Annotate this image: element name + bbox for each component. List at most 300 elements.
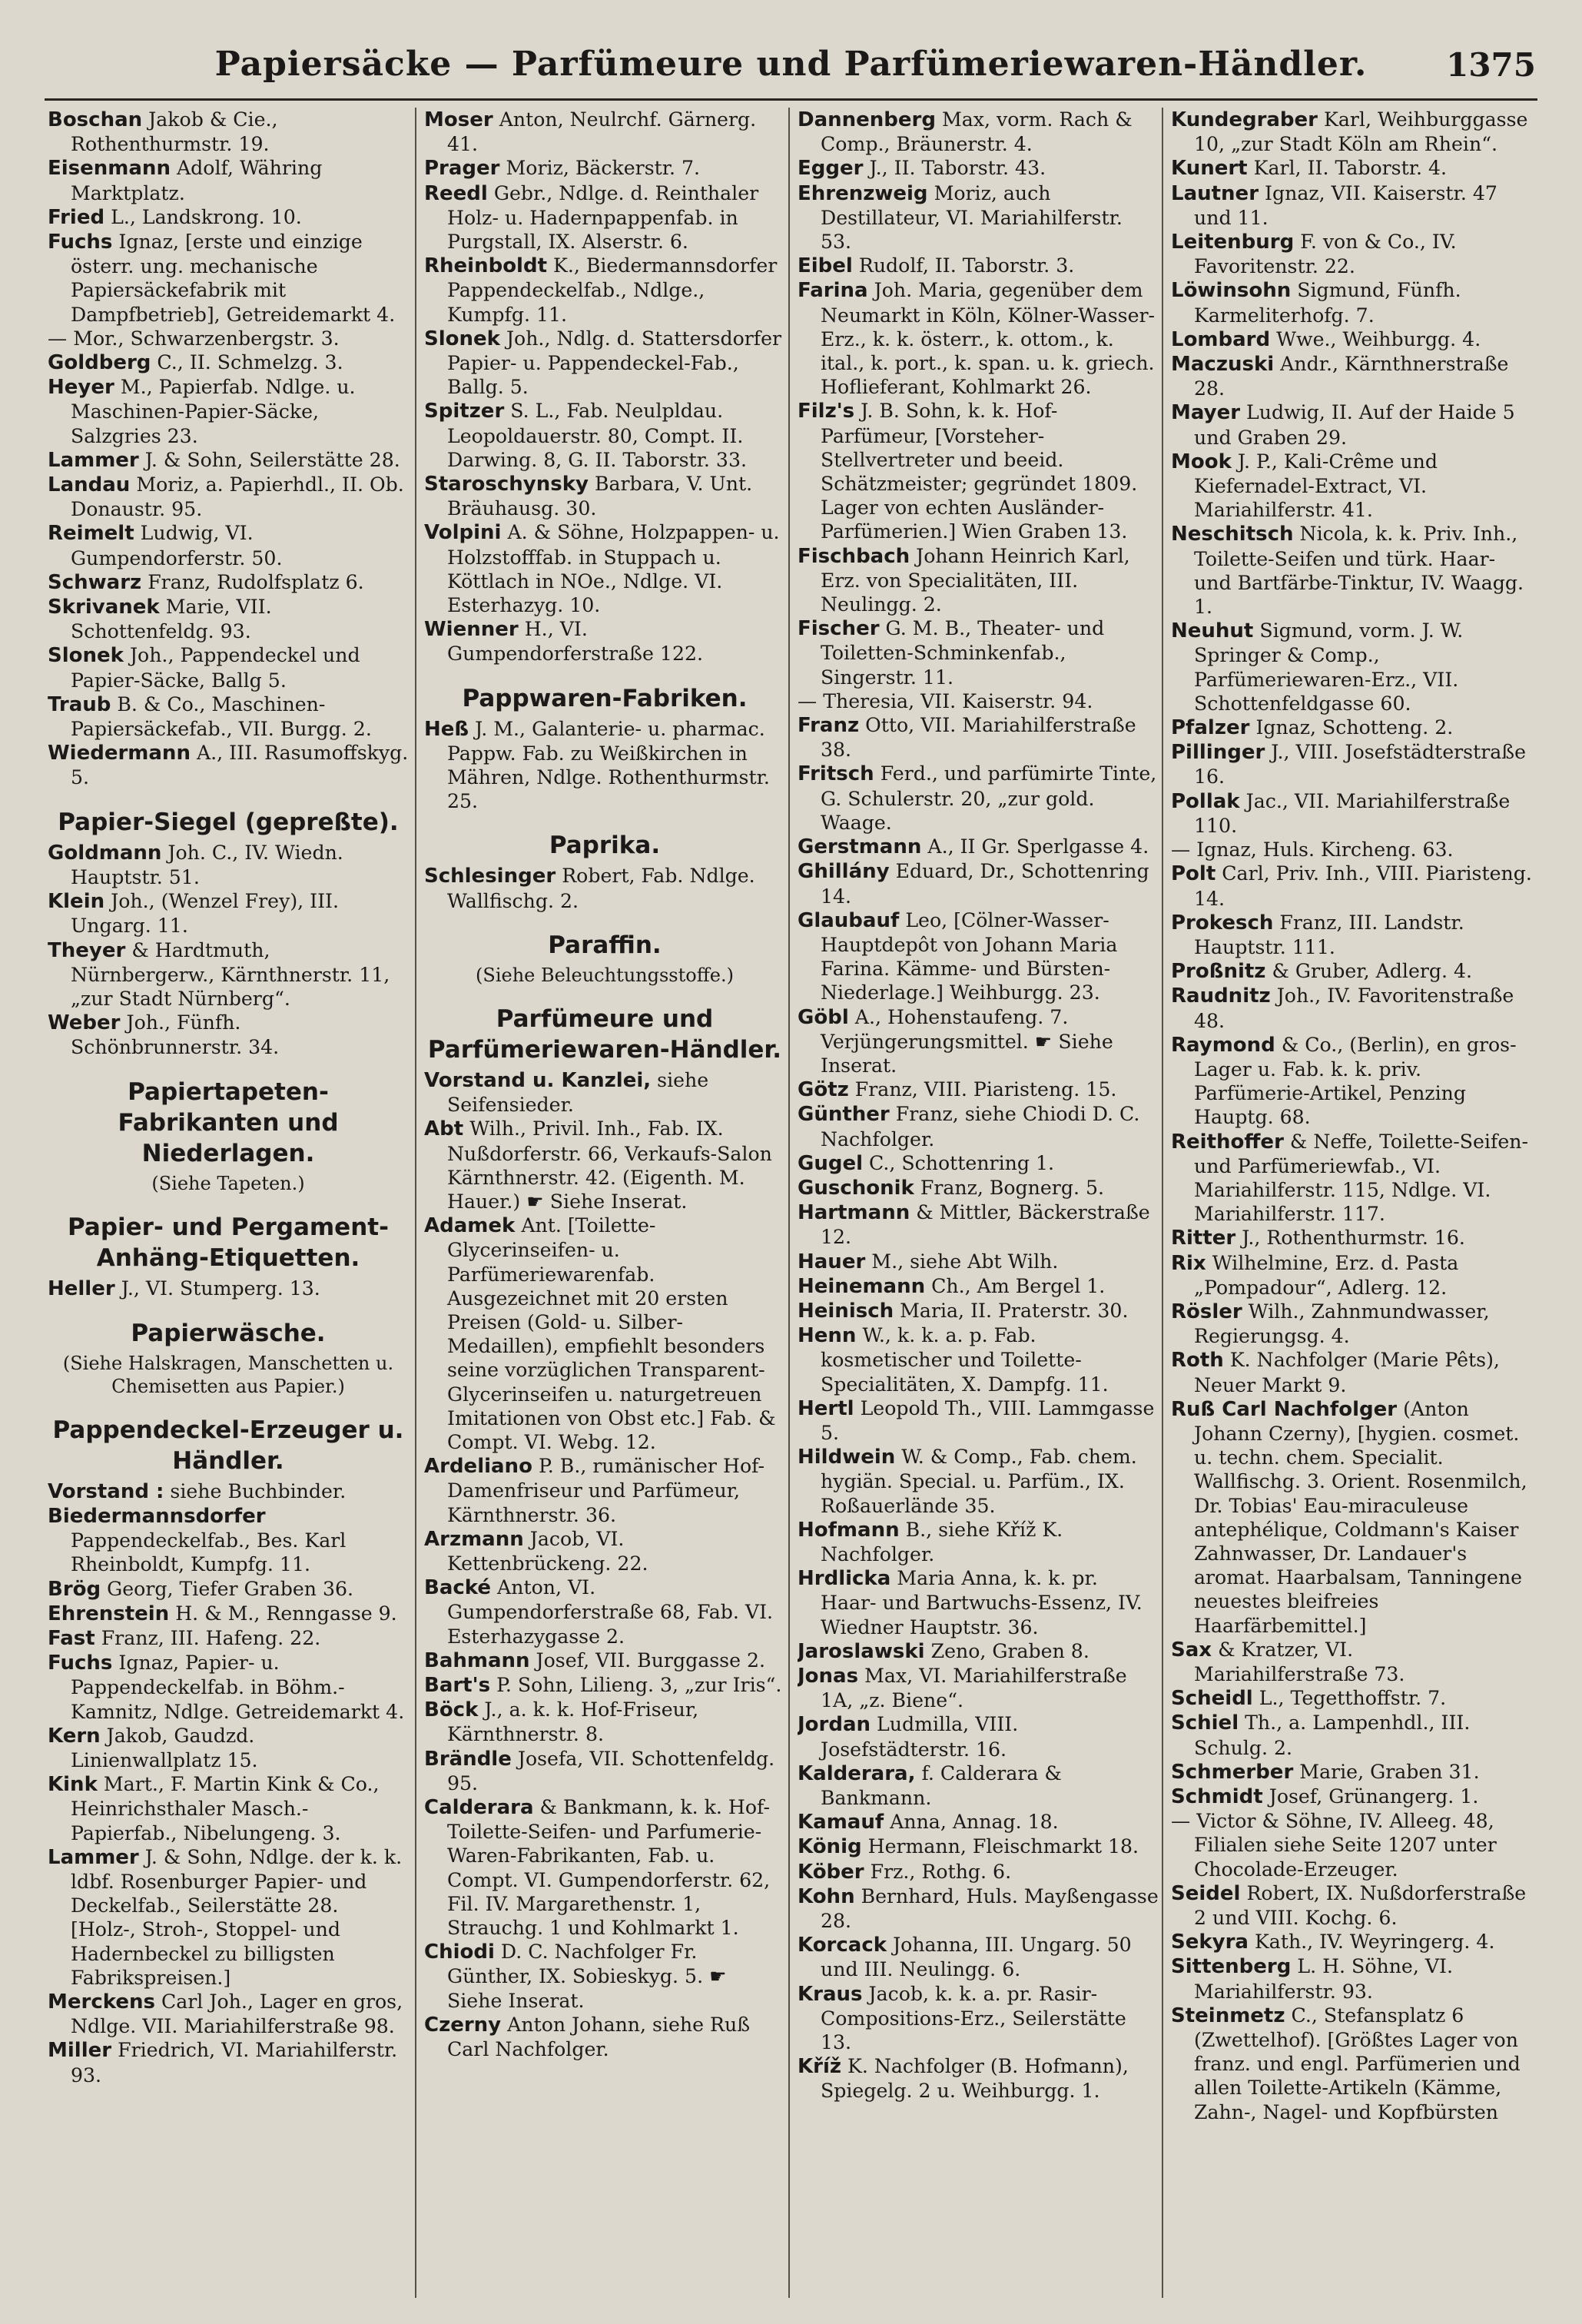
list-item [1171, 181, 1532, 230]
entry-name: Moser [424, 108, 493, 131]
entry-name: Lammer [48, 1845, 139, 1869]
list-item [1171, 838, 1532, 862]
entry-details: Pappendeckelfab., Bes. Karl Rheinboldt, Kumpfg. 11. [71, 1529, 347, 1576]
list-item [48, 841, 409, 889]
entry-name: — Theresia, [798, 689, 915, 712]
entry-name: Schlesinger [424, 865, 556, 888]
entry-details: siehe Seifensieder. [447, 1068, 709, 1117]
entry-name: Kunert [1171, 157, 1248, 181]
entry-details: C., II. Schmelzg. 3. [157, 351, 343, 374]
entry-name: Lammer [48, 448, 139, 472]
list-item [798, 108, 1159, 156]
list-item [798, 1102, 1159, 1150]
list-item [798, 254, 1159, 278]
entry-name: Schmidt [1171, 1785, 1263, 1809]
entry-name: Kamauf [798, 1811, 884, 1834]
entry-name: Rix [1171, 1251, 1206, 1275]
column-divider [415, 108, 416, 2298]
list-item [1171, 1809, 1532, 1881]
list-item [798, 181, 1159, 254]
entry-details: siehe Buchbinder. [170, 1479, 347, 1502]
column-divider [1162, 108, 1163, 2298]
entry-name: Heinisch [798, 1299, 894, 1323]
list-item [798, 1518, 1159, 1566]
list-item [424, 717, 785, 814]
entry-details: W., k. k. a. p. Fab. kosmetischer und Toilette-Specialitäten, X. Dampfg. 11. [821, 1324, 1109, 1396]
list-item [1171, 984, 1532, 1032]
section-heading: Pappendeckel-Erzeuger u. Händler. [52, 1416, 404, 1475]
entry-name: Ruß Carl Nachfolger [1171, 1397, 1398, 1421]
entry-name: Böck [424, 1698, 479, 1722]
entry-name: Göbl [798, 1005, 849, 1029]
list-item [798, 1664, 1159, 1712]
entry-details: Wilh., Privil. Inh., Fab. IX. Nußdorferstr. 66, Verkaufs-Salon Kärnthnerstr. 42. (Eigenth. M. Hauer.) ☛ Siehe Inserat. [447, 1117, 772, 1213]
list-item [1171, 1033, 1532, 1130]
list-item [798, 762, 1159, 835]
list-item [1171, 959, 1532, 984]
list-item [48, 448, 409, 473]
list-item [48, 643, 409, 692]
entry-name: Heyer [48, 376, 114, 400]
list-item [1171, 108, 1532, 156]
list-item [798, 1566, 1159, 1639]
entry-name: Skrivanek [48, 596, 160, 619]
entry-name: Jordan [798, 1713, 871, 1737]
entry-name: Boschan [48, 108, 143, 131]
list-item [48, 1626, 409, 1651]
list-item [798, 1982, 1159, 2055]
entry-name: Slonek [48, 644, 124, 668]
entry-name: Guschonik [798, 1176, 914, 1200]
entry-details: P. B., rumänischer Hof-Damenfriseur und Parfümeur, Kärnthnerstr. 36. [447, 1455, 765, 1526]
entry-details: & Kratzer, VI. Mariahilferstraße 73. [1194, 1638, 1405, 1685]
list-item [424, 617, 785, 666]
entry-details: Georg, Tiefer Graben 36. [107, 1577, 354, 1600]
column-1 [48, 108, 409, 2298]
entry-name: Filz's [798, 400, 855, 423]
entry-details: Hermann, Fleischmarkt 18. [867, 1835, 1139, 1858]
list-item [1171, 1930, 1532, 1954]
list-item [48, 1479, 409, 1504]
entry-details: Franz, siehe Chiodi D. C. Nachfolger. [821, 1103, 1140, 1150]
entry-details: C., Schottenring 1. [869, 1151, 1055, 1174]
entry-details: Josef, VII. Burggasse 2. [536, 1648, 766, 1672]
list-item [1171, 1226, 1532, 1250]
entry-details: Robert, Fab. Ndlge. Wallfischg. 2. [447, 865, 755, 912]
list-item [798, 616, 1159, 689]
list-item [48, 1845, 409, 1990]
entry-name: Dannenberg [798, 108, 936, 131]
entry-details: Max, VI. Mariahilferstraße 1A, „z. Biene“. [821, 1665, 1127, 1712]
list-item [1171, 400, 1532, 449]
entry-details: Franz, III. Hafeng. 22. [101, 1626, 321, 1649]
entry-name: Günther [798, 1103, 890, 1127]
list-item [798, 1005, 1159, 1078]
entry-name: Gerstmann [798, 835, 922, 859]
entry-name: Mayer [1171, 401, 1241, 425]
entry-details: Josefa, VII. Schottenfeldg. 95. [447, 1747, 775, 1794]
list-item [1171, 1638, 1532, 1686]
list-item [1171, 619, 1532, 715]
entry-details: H., VI. Gumpendorferstraße 122. [447, 618, 703, 666]
entry-details: Joh., Pappendeckel und Papier-Säcke, Ballg 5. [71, 644, 360, 692]
column-2 [424, 108, 785, 2298]
entry-details: J. & Sohn, Ndlge. der k. k. ldbf. Rosenburger Papier- und Deckelfab., Seilerstätte 28. [Holz-, Stroh-, Stoppel- und Hadernbeckel zu billigsten Fabrikspreisen.] [71, 1845, 403, 1989]
entry-name: Spitzer [424, 400, 505, 423]
entry-details: Barbara, V. Unt. Bräuhausg. 30. [447, 473, 753, 520]
list-item [1171, 1784, 1532, 1809]
entry-details: Johann Heinrich Karl, Erz. von Specialitäten, III. Neulingg. 2. [821, 544, 1130, 616]
entry-details: M., siehe Abt Wilh. [871, 1250, 1059, 1273]
entry-details: Sigmund, vorm. J. W. Springer & Comp., Parfümeriewaren-Erz., VII. Schottenfeldgasse 60. [1194, 619, 1464, 715]
list-item [424, 472, 785, 520]
entry-name: Heß [424, 717, 469, 741]
list-item [424, 181, 785, 254]
list-item [1171, 278, 1532, 327]
list-item [48, 1277, 409, 1301]
entry-name: Lombard [1171, 327, 1271, 351]
entry-details: F. von & Co., IV. Favoritenstr. 22. [1194, 231, 1457, 278]
entry-details: A., III. Rasumoffskyg. 5. [71, 742, 409, 789]
entry-details: Karl, II. Taborstr. 4. [1253, 157, 1448, 180]
section-heading: Papierwäsche. [131, 1319, 326, 1347]
entry-details: Kath., IV. Weyringerg. 4. [1254, 1931, 1495, 1954]
entry-details: K. Nachfolger (B. Hofmann), Spiegelg. 2 u. Weihburgg. 1. [821, 2055, 1129, 2103]
column-3 [798, 108, 1159, 2298]
entry-details: Frz., Rothg. 6. [870, 1860, 1012, 1883]
list-item [424, 1117, 785, 1213]
entry-name: Henn [798, 1324, 857, 1348]
list-item [798, 1274, 1159, 1299]
entry-name: Slonek [424, 327, 500, 350]
entry-name: Traub [48, 692, 111, 716]
entry-name: Hauer [798, 1250, 866, 1273]
page-header [46, 45, 1536, 98]
entry-name: Brög [48, 1577, 101, 1601]
entry-name: Kink [48, 1773, 98, 1797]
entry-details: J., VI. Stumperg. 13. [121, 1277, 320, 1300]
entry-name: Ghillány [798, 860, 890, 884]
entry-details: A., II Gr. Sperlgasse 4. [927, 835, 1149, 858]
list-item [424, 2013, 785, 2061]
list-item [48, 473, 409, 521]
header-rule [45, 98, 1537, 101]
list-item [1171, 327, 1532, 352]
list-item [48, 327, 409, 350]
entry-name: Steinmetz [1171, 2004, 1285, 2027]
list-item [1171, 1881, 1532, 1930]
entry-name: Eibel [798, 254, 853, 278]
entry-details: Friedrich, VI. Mariahilferstr. 93. [71, 2039, 398, 2087]
entry-details: J., II. Taborstr. 43. [869, 157, 1046, 180]
entry-details: K., Biedermannsdorfer Pappendeckelfab., Ndlge., Kumpfg. 11. [447, 254, 778, 326]
list-item [798, 1834, 1159, 1859]
entry-name: Roth [1171, 1349, 1224, 1373]
entry-details: A. & Söhne, Holzpappen- u. Holzstofffab. in Stuppach u. Köttlach in NOe., Ndlge. VI. Esterhazyg. 10. [447, 521, 780, 617]
list-item [1171, 1954, 1532, 2003]
list-item [48, 1724, 409, 1772]
list-item [424, 327, 785, 400]
list-item [798, 1712, 1159, 1761]
list-item [48, 156, 409, 204]
entry-name: Weber [48, 1011, 121, 1035]
entry-details: Ignaz, VII. Kaiserstr. 47 und 11. [1194, 181, 1497, 229]
list-item [424, 864, 785, 912]
entry-details: Andr., Kärnthnerstraße 28. [1194, 353, 1509, 400]
entry-name: Adamek [424, 1214, 516, 1238]
entry-details: VII. Kaiserstr. 94. [920, 689, 1093, 712]
list-item [798, 1860, 1159, 1884]
entry-details: S. L., Fab. Neulpldau. Leopoldauerstr. 80, Compt. II. Darwing. 8, G. II. Taborstr. 33. [447, 400, 747, 471]
list-item [798, 278, 1159, 399]
entry-details: J. M., Galanterie- u. pharmac. Pappw. Fab. zu Weißkirchen in Mähren, Ndlge. Rothenthurmstr. 25. [447, 717, 770, 813]
entry-name: Pfalzer [1171, 716, 1250, 740]
entry-name: Chiodi [424, 1941, 495, 1964]
list-item [424, 156, 785, 181]
entry-name: Arzmann [424, 1527, 524, 1551]
entry-name: — Mor., [48, 327, 124, 350]
list-item [1171, 911, 1532, 959]
entry-name: Reedl [424, 181, 488, 205]
entry-details: Jacob, k. k. a. pr. Rasir-Compositions-Erz., Seilerstätte 13. [821, 1982, 1126, 2054]
entry-name: Glaubauf [798, 908, 900, 932]
entry-name: Theyer [48, 938, 126, 962]
entry-name: Fried [48, 205, 105, 229]
entry-details: Maria, II. Praterstr. 30. [900, 1299, 1129, 1322]
entry-name: Hrdlicka [798, 1567, 891, 1591]
entry-name: Reithoffer [1171, 1130, 1284, 1154]
entry-name: Pollak [1171, 789, 1240, 813]
entry-name: Pillinger [1171, 741, 1265, 765]
entry-name: Ehrenstein [48, 1602, 170, 1625]
entry-details: Marie, Graben 31. [1299, 1760, 1480, 1783]
list-item [48, 1577, 409, 1602]
entry-name: Hertl [798, 1396, 854, 1420]
entry-name: Sekyra [1171, 1931, 1249, 1954]
entry-name: Eisenmann [48, 157, 171, 181]
entry-name: Neuhut [1171, 619, 1254, 643]
list-item [1171, 1348, 1532, 1396]
list-item [798, 835, 1159, 859]
entry-name: Scheidl [1171, 1687, 1253, 1711]
entry-name: Wienner [424, 618, 519, 642]
list-item [48, 2038, 409, 2087]
list-item [1171, 1711, 1532, 1759]
entry-name: Fischbach [798, 544, 910, 568]
list-item [798, 1810, 1159, 1834]
entry-details: Josef, Grünangerg. 1. [1269, 1785, 1479, 1808]
entry-name: Schmerber [1171, 1760, 1294, 1784]
entry-details: Ignaz, Papier- u. Pappendeckelfab. in Böhm.-Kamnitz, Ndlge. Getreidemarkt 4. [71, 1652, 405, 1723]
entry-name: Miller [48, 2039, 112, 2063]
list-item [48, 230, 409, 327]
entry-details: Anton Johann, siehe Ruß Carl Nachfolger. [447, 2013, 751, 2061]
list-item [1171, 450, 1532, 523]
entry-details: Maria Anna, k. k. pr. Haar- und Bartwuchs-Essenz, IV. Wiedner Hauptstr. 36. [821, 1567, 1143, 1638]
entry-name: Goldmann [48, 841, 162, 865]
list-item [424, 1698, 785, 1746]
entry-name: Prager [424, 157, 500, 181]
entry-details: Wilhelmine, Erz. d. Pasta „Pompadour“, Adlerg. 12. [1194, 1251, 1459, 1299]
entry-details: Marie, VII. Schottenfeldg. 93. [71, 596, 272, 643]
entry-name: Kraus [798, 1982, 863, 2006]
entry-details: J., a. k. k. Hof-Friseur, Kärnthnerstr. 8. [447, 1698, 699, 1746]
entry-name: Kohn [798, 1884, 855, 1908]
entry-details: A., Hohenstaufeng. 7. Verjüngerungsmittel. ☛ Siehe Inserat. [821, 1005, 1113, 1077]
entry-details: Rudolf, II. Taborstr. 3. [858, 254, 1075, 277]
list-item [48, 1772, 409, 1845]
entry-details: Moriz, Bäckerstr. 7. [506, 157, 701, 180]
entry-details: P. Sohn, Lilieng. 3, „zur Iris“. [496, 1673, 782, 1696]
entry-details: Th., a. Lampenhdl., III. Schulg. 2. [1194, 1711, 1471, 1759]
entry-details: J. P., Kali-Crême und Kiefernadel-Extract, VI. Mariahilferstr. 41. [1194, 450, 1438, 522]
list-item [48, 205, 409, 230]
section-heading: Papiertapeten-Fabrikanten und Niederlagen. [118, 1077, 339, 1167]
list-item [424, 520, 785, 617]
entry-details: Franz, VIII. Piaristeng. 15. [854, 1078, 1117, 1101]
section-heading: Pappwaren-Fabriken. [462, 684, 748, 712]
entry-details: Moriz, auch Destillateur, VI. Mariahilferstr. 53. [821, 181, 1123, 254]
entry-details: Wwe., Weihburgg. 4. [1276, 327, 1481, 350]
list-item [798, 1323, 1159, 1396]
entry-details: f. Calderara & Bankmann. [821, 1761, 1062, 1810]
entry-name: Volpini [424, 521, 502, 545]
entry-name: Bart's [424, 1673, 491, 1697]
entry-name: Czerny [424, 2013, 502, 2037]
entry-details: Schwarzenbergstr. 3. [130, 327, 340, 350]
entry-name: Schiel [1171, 1711, 1239, 1735]
entry-details: Wilh., Zahnmundwasser, Regierungsg. 4. [1194, 1300, 1490, 1348]
entry-details: J. & Sohn, Seilerstätte 28. [144, 448, 400, 471]
entry-details: Franz, III. Landstr. Hauptstr. 111. [1194, 911, 1464, 958]
entry-name: Fischer [798, 617, 880, 641]
entry-details: Robert, IX. Nußdorferstraße 2 und VIII. Kochg. 6. [1194, 1881, 1527, 1930]
entry-details: Anton, VI. Gumpendorferstraße 68, Fab. VI. Esterhazygasse 2. [447, 1576, 774, 1648]
list-item [48, 350, 409, 375]
list-item [1171, 740, 1532, 788]
page-number: 1375 [1446, 46, 1536, 84]
entry-details: Ferd., und parfümirte Tinte, G. Schulerstr. 20, „zur gold. Waage. [821, 762, 1157, 834]
entry-name: Reimelt [48, 522, 134, 546]
entry-details: G. M. B., Theater- und Toiletten-Schminkenfab., Singerstr. 11. [821, 617, 1105, 689]
cross-reference: (Siehe Tapeten.) [151, 1172, 305, 1194]
entry-details: Jakob, Gaudzd. Linienwallplatz 15. [71, 1724, 258, 1771]
list-item [1171, 522, 1532, 619]
entry-name: Calderara [424, 1795, 534, 1819]
cross-reference: (Siehe Halskragen, Manschetten u. Chemisetten aus Papier.) [62, 1352, 394, 1397]
entry-details: Ludmilla, VIII. Josefstädterstr. 16. [821, 1713, 1019, 1761]
entry-name: Löwinsohn [1171, 279, 1292, 303]
list-item [1171, 156, 1532, 181]
entry-details: Ch., Am Bergel 1. [931, 1274, 1106, 1297]
entry-name: Hofmann [798, 1518, 900, 1542]
entry-name: — Victor [1171, 1810, 1256, 1833]
list-item [424, 1940, 785, 2013]
entry-name: Abt [424, 1117, 464, 1141]
entry-name: Ardeliano [424, 1455, 532, 1479]
list-item [1171, 1397, 1532, 1638]
entry-name: Gugel [798, 1151, 864, 1175]
entry-name: Leitenburg [1171, 231, 1295, 254]
list-item [48, 938, 409, 1011]
list-item [798, 1250, 1159, 1274]
list-item [48, 521, 409, 569]
entry-name: Seidel [1171, 1881, 1241, 1905]
entry-name: Jaroslawski [798, 1639, 925, 1663]
entry-name: Raymond [1171, 1033, 1275, 1057]
list-item [424, 1068, 785, 1117]
entry-name: Fast [48, 1626, 95, 1650]
entry-details: Nicola, k. k. Priv. Inh., Toilette-Seifen und türk. Haar- und Bartfärbe-Tinktur, IV. Waagg. 1. [1194, 523, 1524, 619]
entry-details: Carl, Priv. Inh., VIII. Piaristeng. 14. [1194, 862, 1532, 910]
entry-details: Joh., Ndlg. d. Stattersdorfer Papier- u. Pappendeckel-Fab., Ballg. 5. [447, 327, 782, 399]
entry-name: Fuchs [48, 231, 113, 254]
entry-details: Ant. [Toilette-Glycerinseifen- u. Parfümeriewarenfab. Ausgezeichnet mit 20 ersten Preisen (Gold- u. Silber-Medaillen), empfiehlt besonders seine vorzüglichen Transparent-Glycerinseifen u. naturgetreuen Imitationen von Obst etc.] Fab. & Compt. VI. Webg. 12. [447, 1214, 776, 1453]
entry-name: Proßnitz [1171, 960, 1266, 984]
entry-details: Anna, Annag. 18. [890, 1811, 1059, 1834]
entry-details: & Bankmann, k. k. Hof-Toilette-Seifen- und Parfumerie-Waren-Fabrikanten, Fab. u. Compt. VI. Gumpendorferstr. 62, Fil. IV. Margarethenstr. 1, Strauchg. 1 und Kohlmarkt 1. [447, 1795, 771, 1939]
list-item [1171, 352, 1532, 400]
list-item [798, 1884, 1159, 1933]
entry-details: & Söhne, IV. Alleeg. 48, Filialen siehe Seite 1207 unter Chocolade-Erzeuger. [1194, 1810, 1497, 1881]
entry-details: Franz, Rudolfsplatz 6. [148, 570, 364, 593]
running-title: Papiersäcke — Parfümeure und Parfümeriewaren-Händler. [214, 45, 1368, 84]
entry-details: Otto, VII. Mariahilferstraße 38. [821, 714, 1136, 762]
list-item [424, 399, 785, 472]
entry-name: Schwarz [48, 570, 142, 594]
list-item [1171, 715, 1532, 740]
list-item [798, 859, 1159, 908]
section-heading: Paprika. [549, 832, 661, 860]
entry-details: Leopold Th., VIII. Lammgasse 5. [821, 1396, 1155, 1444]
list-item [798, 1077, 1159, 1102]
list-item [1171, 1130, 1532, 1227]
entry-name: — Ignaz, [1171, 838, 1257, 862]
entry-name: Kalderara, [798, 1761, 916, 1785]
entry-name: Ehrenzweig [798, 181, 928, 205]
list-item [798, 713, 1159, 762]
entry-name: Mook [1171, 450, 1232, 473]
entry-details: (Anton Johann Czerny), [hygien. cosmet. u. techn. chem. Specialit. Wallfischg. 3. Orient. Rosenmilch, Dr. Tobias' Eau-miraculeuse antephélique, Coldmann's Kaiser Zahnwasser, Dr. Landauer's aromat. Haarbalsam, Tanningene neuestes bleifreies Haarfärbemittel.] [1194, 1397, 1527, 1637]
list-item [48, 1602, 409, 1626]
entry-details: Bernhard, Huls. Mayßengasse 28. [821, 1884, 1159, 1933]
entry-name: Götz [798, 1078, 849, 1102]
list-item [424, 1454, 785, 1527]
list-item [424, 108, 785, 156]
list-item [798, 1396, 1159, 1445]
entry-name: Fritsch [798, 762, 874, 786]
entry-details: Anton, Neulrchf. Gärnerg. 41. [447, 108, 757, 156]
cross-reference: (Siehe Beleuchtungsstoffe.) [476, 964, 734, 986]
list-item [48, 375, 409, 448]
entry-name: Hildwein [798, 1446, 896, 1469]
entry-details: J., VIII. Josefstädterstraße 16. [1194, 741, 1527, 788]
list-item [48, 692, 409, 741]
entry-name: Korcack [798, 1934, 887, 1957]
list-item [798, 1761, 1159, 1810]
entry-details: Joh. C., IV. Wiedn. Hauptstr. 51. [71, 841, 343, 888]
entry-details: J., Rothenthurmstr. 16. [1242, 1227, 1465, 1250]
section-heading: Papier-Siegel (gepreßte). [58, 808, 399, 836]
entry-details: L. H. Söhne, VI. Mariahilferstr. 93. [1194, 1955, 1453, 2003]
entry-details: Joh., IV. Favoritenstraße 48. [1194, 984, 1514, 1032]
entry-details: L., Landskrong. 10. [111, 205, 302, 228]
entry-name: Klein [48, 890, 105, 914]
list-item [1171, 1686, 1532, 1711]
entry-details: D. C. Nachfolger Fr. Günther, IX. Sobieskyg. 5. ☛ Siehe Inserat. [447, 1941, 727, 2012]
entry-details: Ludwig, II. Auf der Haide 5 und Graben 29. [1194, 401, 1515, 449]
list-item [424, 1527, 785, 1575]
